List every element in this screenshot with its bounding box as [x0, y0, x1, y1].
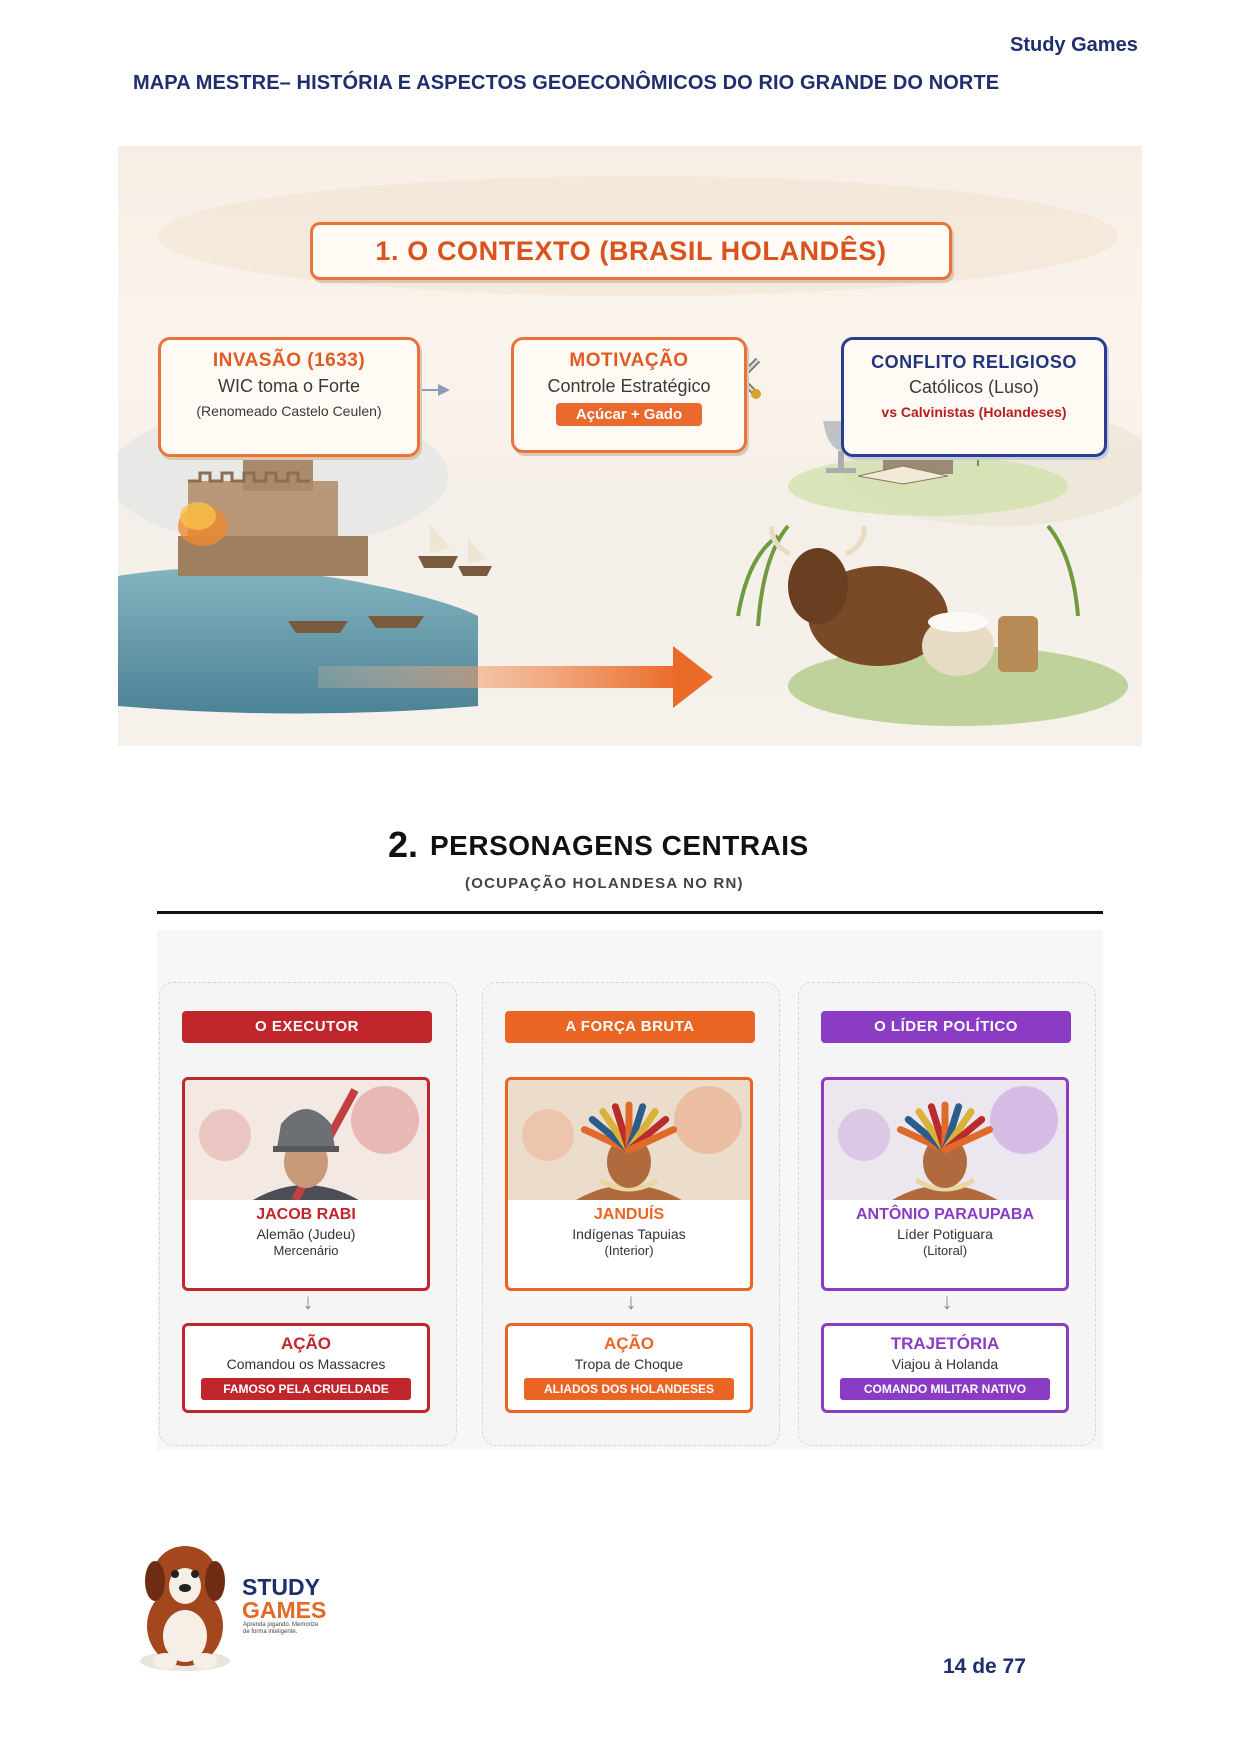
character-portrait: [824, 1080, 1066, 1200]
down-arrow-icon: ↓: [625, 1289, 637, 1314]
character-desc-2: Mercenário: [273, 1243, 339, 1258]
logo-text-games: GAMES: [242, 1597, 327, 1623]
characters-panel: [157, 930, 1103, 1450]
brand-name: Study Games: [1010, 34, 1138, 56]
character-name: JACOB RABI: [256, 1206, 356, 1223]
action-description: Viajou à Holanda: [891, 1356, 999, 1372]
character-role-header: O EXECUTOR: [182, 1011, 432, 1043]
character-card: [821, 1077, 1069, 1291]
character-card: [505, 1077, 753, 1291]
invasion-line1: WIC toma o Forte: [217, 376, 361, 396]
character-desc-2: (Litoral): [922, 1243, 968, 1258]
logo-text-study: STUDY: [242, 1574, 320, 1600]
action-description: Comandou os Massacres: [226, 1356, 386, 1372]
context-infographic: [118, 146, 1142, 746]
character-role-header: O LÍDER POLÍTICO: [821, 1011, 1071, 1043]
character-desc-2: (Interior): [604, 1243, 654, 1258]
down-arrow-icon: ↓: [302, 1289, 314, 1314]
section2-subtitle: (OCUPAÇÃO HOLANDESA NO RN): [465, 875, 744, 892]
character-column: [159, 982, 457, 1446]
down-arrow-icon: ↓: [941, 1289, 953, 1314]
section-title: 1. O CONTEXTO (BRASIL HOLANDÊS): [310, 222, 952, 280]
character-name: JANDUÍS: [593, 1206, 665, 1223]
character-role-header: A FORÇA BRUTA: [505, 1011, 755, 1043]
logo-tagline: Aprenda jogando. Memorize de forma inteligente.: [243, 1622, 319, 1635]
character-desc-1: Alemão (Judeu): [256, 1226, 356, 1242]
action-title: AÇÃO: [280, 1334, 332, 1353]
invasion-line2: (Renomeado Castelo Ceulen): [196, 403, 382, 419]
character-action-card: [821, 1323, 1069, 1413]
motivation-tag: Açúcar + Gado: [556, 403, 702, 426]
conflict-line2: vs Calvinistas (Holandeses): [881, 404, 1067, 420]
character-column: [798, 982, 1096, 1446]
conflict-box: [841, 337, 1107, 457]
action-title: AÇÃO: [603, 1334, 655, 1353]
invasion-box: [158, 337, 420, 457]
motivation-line1: Controle Estratégico: [547, 376, 711, 396]
section2-title: PERSONAGENS CENTRAIS: [430, 830, 809, 861]
motivation-box: [511, 337, 747, 453]
invasion-title: INVASÃO (1633): [212, 350, 366, 371]
action-badge: ALIADOS DOS HOLANDESES: [524, 1378, 734, 1400]
action-description: Tropa de Choque: [574, 1356, 684, 1372]
character-portrait: [508, 1080, 750, 1200]
character-card: [182, 1077, 430, 1291]
motivation-title: MOTIVAÇÃO: [569, 350, 689, 371]
character-column: [482, 982, 780, 1446]
character-action-card: [505, 1323, 753, 1413]
action-badge: COMANDO MILITAR NATIVO: [840, 1378, 1050, 1400]
action-badge: FAMOSO PELA CRUELDADE: [201, 1378, 411, 1400]
section-divider: [157, 911, 1103, 914]
character-desc-1: Indígenas Tapuias: [572, 1226, 686, 1242]
conflict-title: CONFLITO RELIGIOSO: [871, 352, 1077, 372]
character-action-card: [182, 1323, 430, 1413]
section2-number: 2.: [388, 824, 419, 865]
document-title: MAPA MESTRE– HISTÓRIA E ASPECTOS GEOECONÔMICOS DO RIO GRANDE DO NORTE: [133, 72, 1000, 94]
character-desc-1: Líder Potiguara: [897, 1226, 993, 1242]
conflict-line1: Católicos (Luso): [908, 377, 1040, 397]
ox-and-sugar-illustration: [738, 526, 1128, 726]
character-portrait: [185, 1080, 427, 1200]
character-name: ANTÔNIO PARAUPABA: [855, 1206, 1035, 1223]
action-title: TRAJETÓRIA: [890, 1334, 1000, 1353]
page-number: 14 de 77: [943, 1655, 1026, 1678]
